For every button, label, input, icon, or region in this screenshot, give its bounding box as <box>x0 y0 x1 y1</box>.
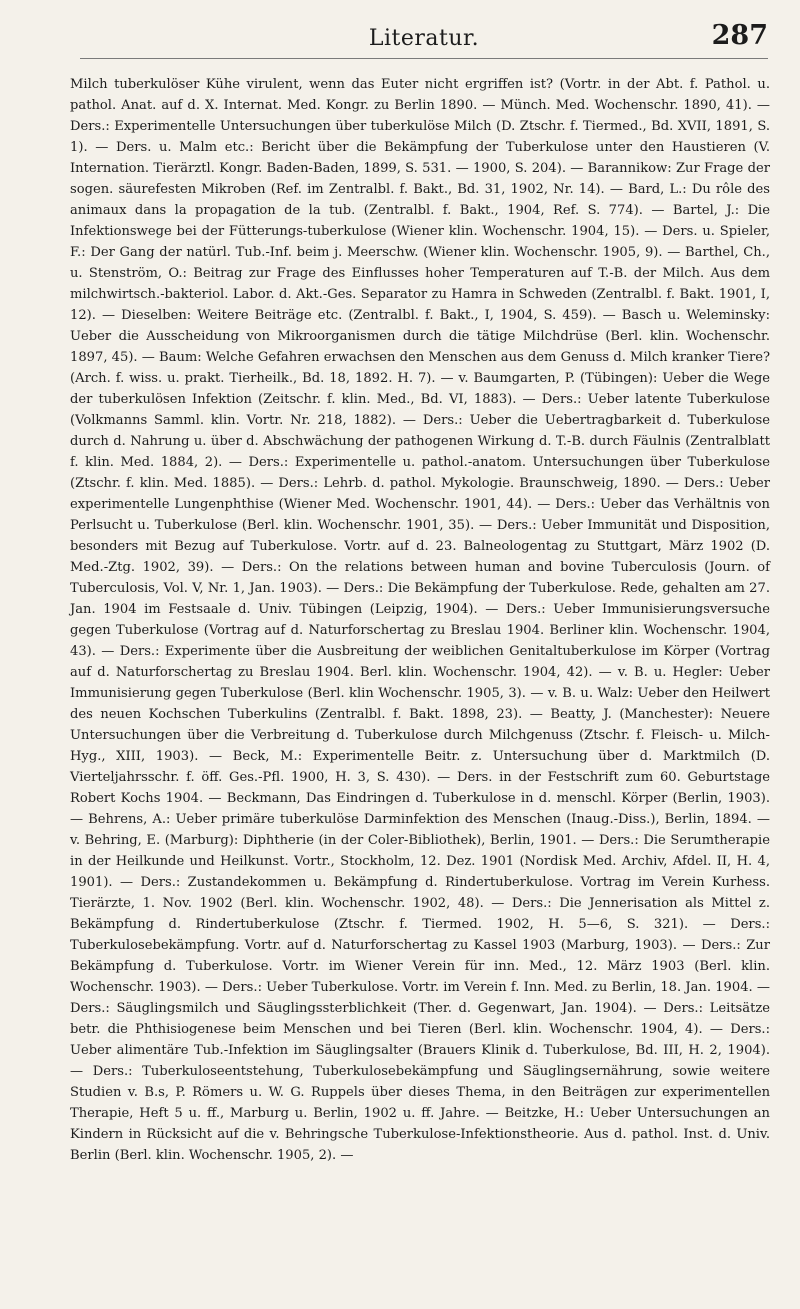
running-title: Literatur. <box>368 26 480 51</box>
page-number: 287 <box>711 20 768 51</box>
bibliography-body <box>70 74 770 1166</box>
running-header <box>80 18 768 59</box>
bibliography-paragraph: Milch tuberkulöser Kühe virulent, wenn das Euter nicht ergriffen ist? (Vortr. in der Abt. f. Pathol. u. pathol. Anat. auf d. X. Internat. Med. Kongr. zu Berlin 1890. — Münch. Med. Wochenschr. 1890, 41). — Ders.: Experimentelle Untersuchungen über tuberkulöse Milch (D. Ztschr. f. Tiermed., Bd. XVII, 1891, S. 1). — Ders. u. Malm etc.: Bericht über die Bekämpfung der Tuberkulose unter den Haustieren (V. Internation. Tierärztl. Kongr. Baden-Baden, 1899, S. 531. — 1900, S. 204). — Barannikow: Zur Frage der sogen. säurefesten Mikroben (Ref. im Zentralbl. f. Bakt., Bd. 31, 1902, Nr. 14). — Bard, L.: Du rôle des animaux dans la propagation de la tub. (Zentralbl. f. Bakt., 1904, Ref. S. 774). — Bartel, J.: Die Infektionswege bei der Fütterungs-tuberkulose (Wiener klin. Wochenschr. 1904, 15). — Ders. u. Spieler, F.: Der Gang der natürl. Tub.-Inf. beim j. Meerschw. (Wiener klin. Wochenschr. 1905, 9). — Barthel, Ch., u. Stenström, O.: Beitrag zur Frage des Einflusses hoher Temperaturen auf T.-B. der Milch. Aus dem milchwirtsch.-bakteriol. Labor. d. Akt.-Ges. Separator zu Hamra in Schweden (Zentralbl. f. Bakt. 1901, I, 12). — Dieselben: Weitere Beiträge etc. (Zentralbl. f. Bakt., I, 1904, S. 459). — Basch u. Weleminsky: Ueber die Ausscheidung von Mikroorganismen durch die tätige Milchdrüse (Berl. klin. Wochenschr. 1897, 45). — Baum: Welche Gefahren erwachsen den Menschen aus dem Genuss d. Milch kranker Tiere? (Arch. f. wiss. u. prakt. Tierheilk., Bd. 18, 1892. H. 7). — v. Baumgarten, P. (Tübingen): Ueber die Wege der tuberkulösen Infektion (Zeitschr. f. klin. Med., Bd. VI, 1883). — Ders.: Ueber latente Tuberkulose (Volkmanns Samml. klin. Vortr. Nr. 218, 1882). — Ders.: Ueber die Uebertragbarkeit d. Tuberkulose durch d. Nahrung u. über d. Abschwächung der pathogenen Wirkung d. T.-B. durch Fäulnis (Zentralblatt f. klin. Med. 1884, 2). — Ders.: Experimentelle u. pathol.-anatom. Untersuchungen über Tuberkulose (Ztschr. f. klin. Med. 1885). — Ders.: Lehrb. d. pathol. Mykologie. Braunschweig, 1890. — Ders.: Ueber experimentelle Lungenphthise (Wiener Med. Wochenschr. 1901, 44). — Ders.: Ueber das Verhältnis von Perlsucht u. Tuberkulose (Berl. klin. Wochenschr. 1901, 35). — Ders.: Ueber Immunität und Disposition, besonders mit Bezug auf Tuberkulose. Vortr. auf d. 23. Balneologentag zu Stuttgart, März 1902 (D. Med.-Ztg. 1902, 39). — Ders.: On the relations between human and bovine Tuberculosis (Journ. of Tuberculosis, Vol. V, Nr. 1, Jan. 1903). — Ders.: Die Bekämpfung der Tuberkulose. Rede, gehalten am 27. Jan. 1904 im Festsaale d. Univ. Tübingen (Leipzig, 1904). — Ders.: Ueber Immunisierungsversuche gegen Tuberkulose (Vortrag auf d. Naturforschertag zu Breslau 1904. Berliner klin. Wochenschr. 1904, 43). — Ders.: Experimente über die Ausbreitung der weiblichen Genitaltuberkulose im Körper (Vortrag auf d. Naturforschertag zu Breslau 1904. Berl. klin. Wochenschr. 1904, 42). — v. B. u. Hegler: Ueber Immunisierung gegen Tuberkulose (Berl. klin Wochenschr. 1905, 3). — v. B. u. Walz: Ueber den Heilwert des neuen Kochschen Tuberkulins (Zentralbl. f. Bakt. 1898, 23). — Beatty, J. (Manchester): Neuere Untersuchungen über die Verbreitung d. Tuberkulose durch Milchgenuss (Ztschr. f. Fleisch- u. Milch-Hyg., XIII, 1903). — Beck, M.: Experimentelle Beitr. z. Untersuchung über d. Marktmilch (D. Vierteljahrsschr. f. öff. Ges.-Pfl. 1900, H. 3, S. 430). — Ders. in der Festschrift zum 60. Geburtstage Robert Kochs 1904. — Beckmann, Das Eindringen d. Tuberkulose in d. menschl. Körper (Berlin, 1903). — Behrens, A.: Ueber primäre tuberkulöse Darminfektion des Menschen (Inaug.-Diss.), Berlin, 1894. — v. Behring, E. (Marburg): Diphtherie (in der Coler-Bibliothek), Berlin, 1901. — Ders.: Die Serumtherapie in der Heilkunde und Heilkunst. Vortr., Stockholm, 12. Dez. 1901 (Nordisk Med. Archiv, Afdel. II, H. 4, 1901). — Ders.: Zustandekommen u. Bekämpfung d. Rindertuberkulose. Vortrag im Verein Kurhess. Tierärzte, 1. Nov. 1902 (Berl. klin. Wochenschr. 1902, 48). — Ders.: Die Jennerisation als Mittel z. Bekämpfung d. Rindertuberkulose (Ztschr. f. Tiermed. 1902, H. 5—6, S. 321). — Ders.: Tuberkulosebekämpfung. Vortr. auf d. Naturforschertag zu Kassel 1903 (Marburg, 1903). — Ders.: Zur Bekämpfung d. Tuberkulose. Vortr. im Wiener Verein für inn. Med., 12. März 1903 (Berl. klin. Wochenschr. 1903). — Ders.: Ueber Tuberkulose. Vortr. im Verein f. Inn. Med. zu Berlin, 18. Jan. 1904. — Ders.: Säuglingsmilch und Säuglingssterblichkeit (Ther. d. Gegenwart, Jan. 1904). — Ders.: Leitsätze betr. die Phthisiogenese beim Menschen und bei Tieren (Berl. klin. Wochenschr. 1904, 4). — Ders.: Ueber alimentäre Tub.-Infektion im Säuglingsalter (Brauers Klinik d. Tuberkulose, Bd. III, H. 2, 1904). — Ders.: Tuberkuloseentstehung, Tuberkulosebekämpfung und Säuglingsernährung, sowie weitere Studien v. B.s, P. Römers u. W. G. Ruppels über dieses Thema, in den Beiträgen zur experimentellen Therapie, Heft 5 u. ff., Marburg u. Berlin, 1902 u. ff. Jahre. — Beitzke, H.: Ueber Untersuchungen an Kindern in Rücksicht auf die v. Behringsche Tuberkulose-Infektionstheorie. Aus d. pathol. Inst. d. Univ. Berlin (Berl. klin. Wochenschr. 1905, 2). — <box>70 77 770 1163</box>
